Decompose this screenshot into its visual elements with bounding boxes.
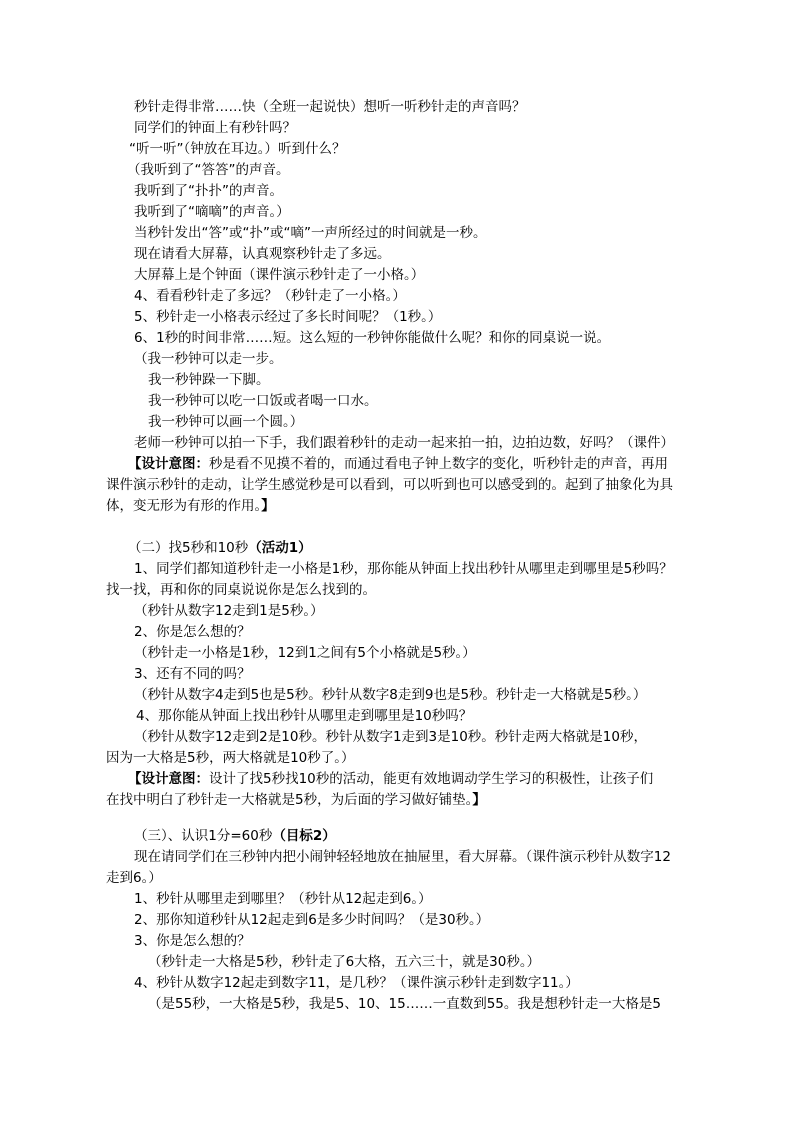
section-2-line-8: 4、那你能从钟面上找出秒针从哪里走到哪里是10秒吗？: [136, 708, 473, 724]
section-3-line-7: 4、秒针从数字12起走到数字11，是几秒？（课件演示秒针走到数字11。）: [134, 975, 579, 991]
design-intent-1-line-1: [128, 454, 668, 474]
paragraph-12: 6、1秒的时间非常……短。这么短的一秒钟你能做什么呢？和你的同桌说一说。: [134, 330, 611, 346]
section-2-line-9: （秒针从数字12走到2是10秒。秒针从数字1走到3是10秒。秒针走两大格就是10秒，: [134, 729, 647, 745]
section-2-line-7: （秒针从数字4走到5也是5秒。秒针从数字8走到9也是5秒。秒针走一大格就是5秒。）: [134, 687, 647, 703]
section-2-line-6: 3、还有不同的吗？: [134, 666, 251, 682]
paragraph-3: “听一听”（钟放在耳边。）听到什么？: [129, 141, 346, 157]
design-intent-2-line-1: [128, 769, 653, 789]
section-2-heading: [128, 538, 312, 558]
section-3-tag: （目标2）: [272, 828, 336, 844]
design-intent-text: 体，变无形为有形的作用。: [106, 498, 262, 514]
section-2-line-5: （秒针走一小格是1秒，12到1之间有5个小格就是5秒。）: [134, 645, 476, 661]
design-intent-close: 】: [261, 498, 275, 514]
section-3-line-8: （是55秒，一大格是5秒，我是5、10、15……一直数到55。我是想秒针走一大格是5: [148, 996, 661, 1012]
section-2-line-10: 因为一大格是5秒，两大格就是10秒了。）: [106, 750, 355, 766]
section-3-line-6: （秒针走一大格是5秒，秒针走了6大格，五六三十，就是30秒。）: [148, 954, 541, 970]
design-intent-text: 秒是看不见摸不着的，而通过看电子钟上数字的变化，听秒针走的声音，再用: [209, 456, 668, 472]
section-3-line-1: 现在请同学们在三秒钟内把小闹钟轻轻地放在抽屉里，看大屏幕。（课件演示秒针从数字12: [134, 849, 671, 865]
section-3-heading: [134, 826, 336, 846]
section-2-line-1: 1、同学们都知道秒针走一小格是1秒，那你能从钟面上找出秒针从哪里走到哪里是5秒吗？: [134, 561, 673, 577]
section-2-tag: （活动1）: [248, 540, 312, 556]
paragraph-16: 我一秒钟可以画一个圆。）: [148, 414, 304, 430]
section-2-line-2: 找一找，再和你的同桌说说你是怎么找到的。: [106, 582, 376, 598]
section-2-line-3: （秒针从数字12走到1是5秒。）: [134, 603, 324, 619]
paragraph-9: 大屏幕上是个钟面（课件演示秒针走了一小格。）: [134, 267, 425, 283]
design-intent-2-line-2: [106, 790, 486, 810]
paragraph-1: 秒针走得非常……快（全班一起说快）想听一听秒针走的声音吗？: [134, 99, 526, 115]
section-3-title: （三）、认识1分=60秒: [134, 828, 273, 844]
paragraph-7: 当秒针发出“答”或“扑”或“嘀”一声所经过的时间就是一秒。: [134, 225, 487, 241]
paragraph-13: （我一秒钟可以走一步。: [134, 351, 283, 367]
paragraph-15: 我一秒钟可以吃一口饭或者喝一口水。: [148, 393, 378, 409]
section-3-line-5: 3、你是怎么想的？: [134, 933, 251, 949]
paragraph-17: 老师一秒钟可以拍一下手，我们跟着秒针的走动一起来拍一拍，边拍边数，好吗？（课件）: [134, 435, 674, 451]
design-intent-text: 设计了找5秒找10秒的活动，能更有效地调动学生学习的积极性，让孩子们: [209, 771, 654, 787]
section-3-line-4: 2、那你知道秒针从12起走到6是多少时间吗？（是30秒。）: [134, 912, 490, 928]
paragraph-2: 同学们的钟面上有秒针吗？: [134, 120, 296, 136]
paragraph-10: 4、看看秒针走了多远？（秒针走了一小格。）: [134, 288, 406, 304]
section-2-line-4: 2、你是怎么想的？: [134, 624, 251, 640]
paragraph-14: 我一秒钟跺一下脚。: [148, 372, 270, 388]
paragraph-6: 我听到了“嘀嘀”的声音。）: [134, 204, 290, 220]
paragraph-4: （我听到了“答答”的声音。: [127, 162, 290, 178]
design-intent-close: 】: [472, 792, 486, 808]
paragraph-8: 现在请看大屏幕，认真观察秒针走了多远。: [134, 246, 391, 262]
paragraph-11: 5、秒针走一小格表示经过了多长时间呢？（1秒。）: [134, 309, 442, 325]
paragraph-5: 我听到了“扑扑”的声音。: [134, 183, 283, 199]
design-intent-label: 【设计意图：: [128, 771, 209, 787]
design-intent-text: 在找中明白了秒针走一大格就是5秒，为后面的学习做好铺垫。: [106, 792, 473, 808]
design-intent-1-line-3: [106, 496, 275, 516]
design-intent-label: 【设计意图：: [128, 456, 209, 472]
section-2-title: （二）找5秒和10秒: [128, 540, 249, 556]
design-intent-1-line-2: 课件演示秒针的走动，让学生感觉秒是可以看到，可以听到也可以感受到的。起到了抽象化为具: [106, 477, 673, 493]
section-3-line-3: 1、秒针从哪里走到哪里？（秒针从12起走到6。）: [134, 891, 432, 907]
section-3-line-2: 走到6。）: [106, 870, 162, 886]
